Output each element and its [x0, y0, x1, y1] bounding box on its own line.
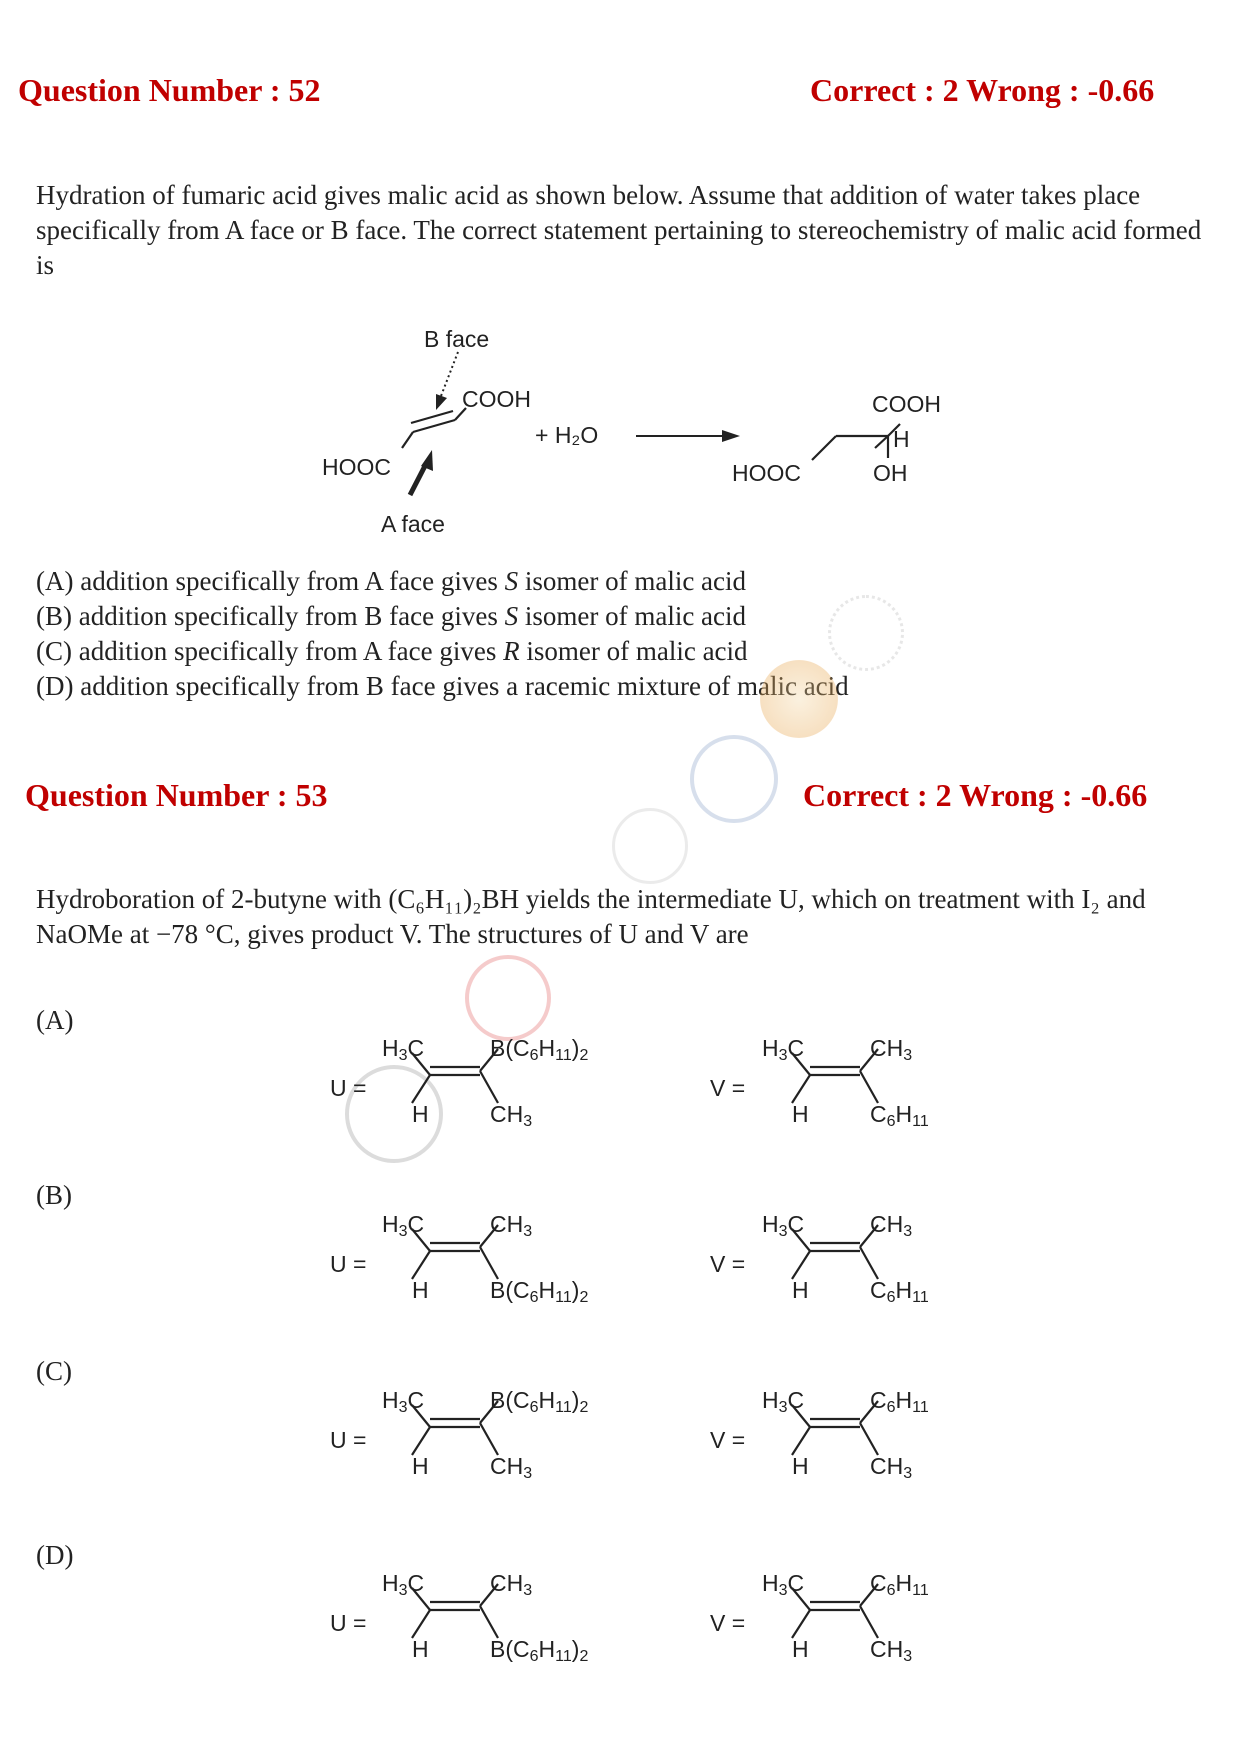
structure-u-prefix: U =: [330, 1427, 367, 1453]
structure-v-substituent-br: $C_6H_{11}$: [870, 1277, 929, 1306]
structure-u-prefix: U =: [330, 1610, 367, 1636]
option-label: (A): [36, 566, 74, 596]
structure-v-substituent-tr: $CH_3$: [870, 1035, 913, 1064]
structure-u-substituent-tl: $H_3C$: [382, 1570, 425, 1599]
structure-v-substituent-br: $CH_3$: [870, 1453, 913, 1482]
product-hooc-label: HOOC: [732, 460, 801, 486]
structure-v-substituent-br: $C_6H_{11}$: [870, 1101, 929, 1130]
structure-u-substituent-br: $CH_3$: [490, 1101, 533, 1130]
structure-u-substituent-tr: $CH_3$: [490, 1211, 533, 1240]
reactant-hooc-label: HOOC: [322, 454, 391, 480]
option-text: addition specifically from B face gives: [72, 601, 505, 631]
option-label: (B): [36, 601, 72, 631]
structure-v-substituent-tl: $H_3C$: [762, 1387, 805, 1416]
q53-option-label: (A): [36, 1005, 74, 1035]
marks-q52: Correct : 2 Wrong : -0.66: [810, 72, 1155, 108]
question-text-52: Hydration of fumaric acid gives malic acid as shown below. Assume that addition of water takes place specifically from A face or B face. The correct statement pertaining to stereochemistry of malic acid formed is: [36, 180, 1202, 280]
option-text-end: isomer of malic acid: [518, 566, 747, 596]
structure-u-substituent-tr: $B(C_6H_{11})_2$: [490, 1387, 589, 1416]
question-number-53: Question Number : 53: [25, 777, 328, 813]
structure-v-prefix: V =: [710, 1427, 746, 1453]
structure-v-prefix: V =: [710, 1251, 746, 1277]
structure-u-substituent-br: $B(C_6H_{11})_2$: [490, 1636, 589, 1665]
watermark-seal-icon: [760, 660, 838, 738]
reactant-cooh-label: COOH: [462, 386, 531, 412]
watermark-seal-icon: [690, 735, 778, 823]
structure-v-substituent-bl: H: [792, 1277, 809, 1303]
structure-u-substituent-tl: $H_3C$: [382, 1211, 425, 1240]
structure-v-substituent-tr: $C_6H_{11}$: [870, 1387, 929, 1416]
q52-option-a: [36, 564, 746, 599]
q53-option-label: (C): [36, 1356, 72, 1386]
option-text: addition specifically from A face gives: [73, 566, 505, 596]
q52-option-d: [36, 669, 849, 704]
structure-u-prefix: U =: [330, 1075, 367, 1101]
option-label: (D): [36, 671, 74, 701]
structure-v-substituent-bl: H: [792, 1101, 809, 1127]
structure-u-substituent-tr: $CH_3$: [490, 1570, 533, 1599]
option-text: addition specifically from B face gives a racemic mixture of malic acid: [73, 671, 849, 701]
option-config: R: [503, 636, 520, 666]
structure-v-substituent-bl: H: [792, 1453, 809, 1479]
question-number-52: Question Number : 52: [18, 72, 321, 108]
product-cooh-label: COOH: [872, 391, 941, 417]
q53-option-label: (D): [36, 1540, 74, 1570]
structure-u-substituent-tl: $H_3C$: [382, 1387, 425, 1416]
structure-v-substituent-tr: $CH_3$: [870, 1211, 913, 1240]
option-text-end: isomer of malic acid: [518, 601, 747, 631]
option-config: S: [504, 566, 519, 596]
option-text: addition specifically from A face gives: [72, 636, 504, 666]
b-face-label: B face: [424, 326, 490, 352]
option-config: S: [504, 601, 519, 631]
structure-u-substituent-bl: H: [412, 1636, 429, 1662]
option-text-end: isomer of malic acid: [519, 636, 748, 666]
structure-u-substituent-tr: $B(C_6H_{11})_2$: [490, 1035, 589, 1064]
watermark-seal-icon: [828, 595, 904, 671]
structure-u-substituent-bl: H: [412, 1453, 429, 1479]
marks-q53: Correct : 2 Wrong : -0.66: [803, 777, 1148, 813]
structure-u-prefix: U =: [330, 1251, 367, 1277]
q53-option-label: (B): [36, 1180, 72, 1210]
structure-u-substituent-bl: H: [412, 1277, 429, 1303]
structure-v-substituent-tl: $H_3C$: [762, 1035, 805, 1064]
structure-u-substituent-br: $B(C_6H_{11})_2$: [490, 1277, 589, 1306]
product-h-label: H: [893, 426, 910, 452]
a-face-label: A face: [381, 511, 445, 537]
structure-v-prefix: V =: [710, 1075, 746, 1101]
structure-u-substituent-tl: $H_3C$: [382, 1035, 425, 1064]
water-reagent: + H₂O: [535, 422, 599, 448]
scheme-bonds: [0, 0, 1240, 560]
structure-u-substituent-br: $CH_3$: [490, 1453, 533, 1482]
structure-v-substituent-bl: H: [792, 1636, 809, 1662]
option-label: (C): [36, 636, 72, 666]
structure-v-substituent-tl: $H_3C$: [762, 1211, 805, 1240]
question-text-53: Hydroboration of 2-butyne with (C₆H₁₁)₂BH yields the intermediate U, which on treatment with I₂ and NaOMe at −78 °C, gives product V. The structures of U and V are: [36, 884, 1146, 949]
structure-v-substituent-tr: $C_6H_{11}$: [870, 1570, 929, 1599]
structure-v-prefix: V =: [710, 1610, 746, 1636]
structure-v-substituent-tl: $H_3C$: [762, 1570, 805, 1599]
product-oh-label: OH: [873, 460, 908, 486]
q52-option-b: [36, 599, 746, 634]
watermark-seal-icon: [612, 808, 688, 884]
q52-option-c: [36, 634, 748, 669]
structure-u-substituent-bl: H: [412, 1101, 429, 1127]
structure-v-substituent-br: $CH_3$: [870, 1636, 913, 1665]
